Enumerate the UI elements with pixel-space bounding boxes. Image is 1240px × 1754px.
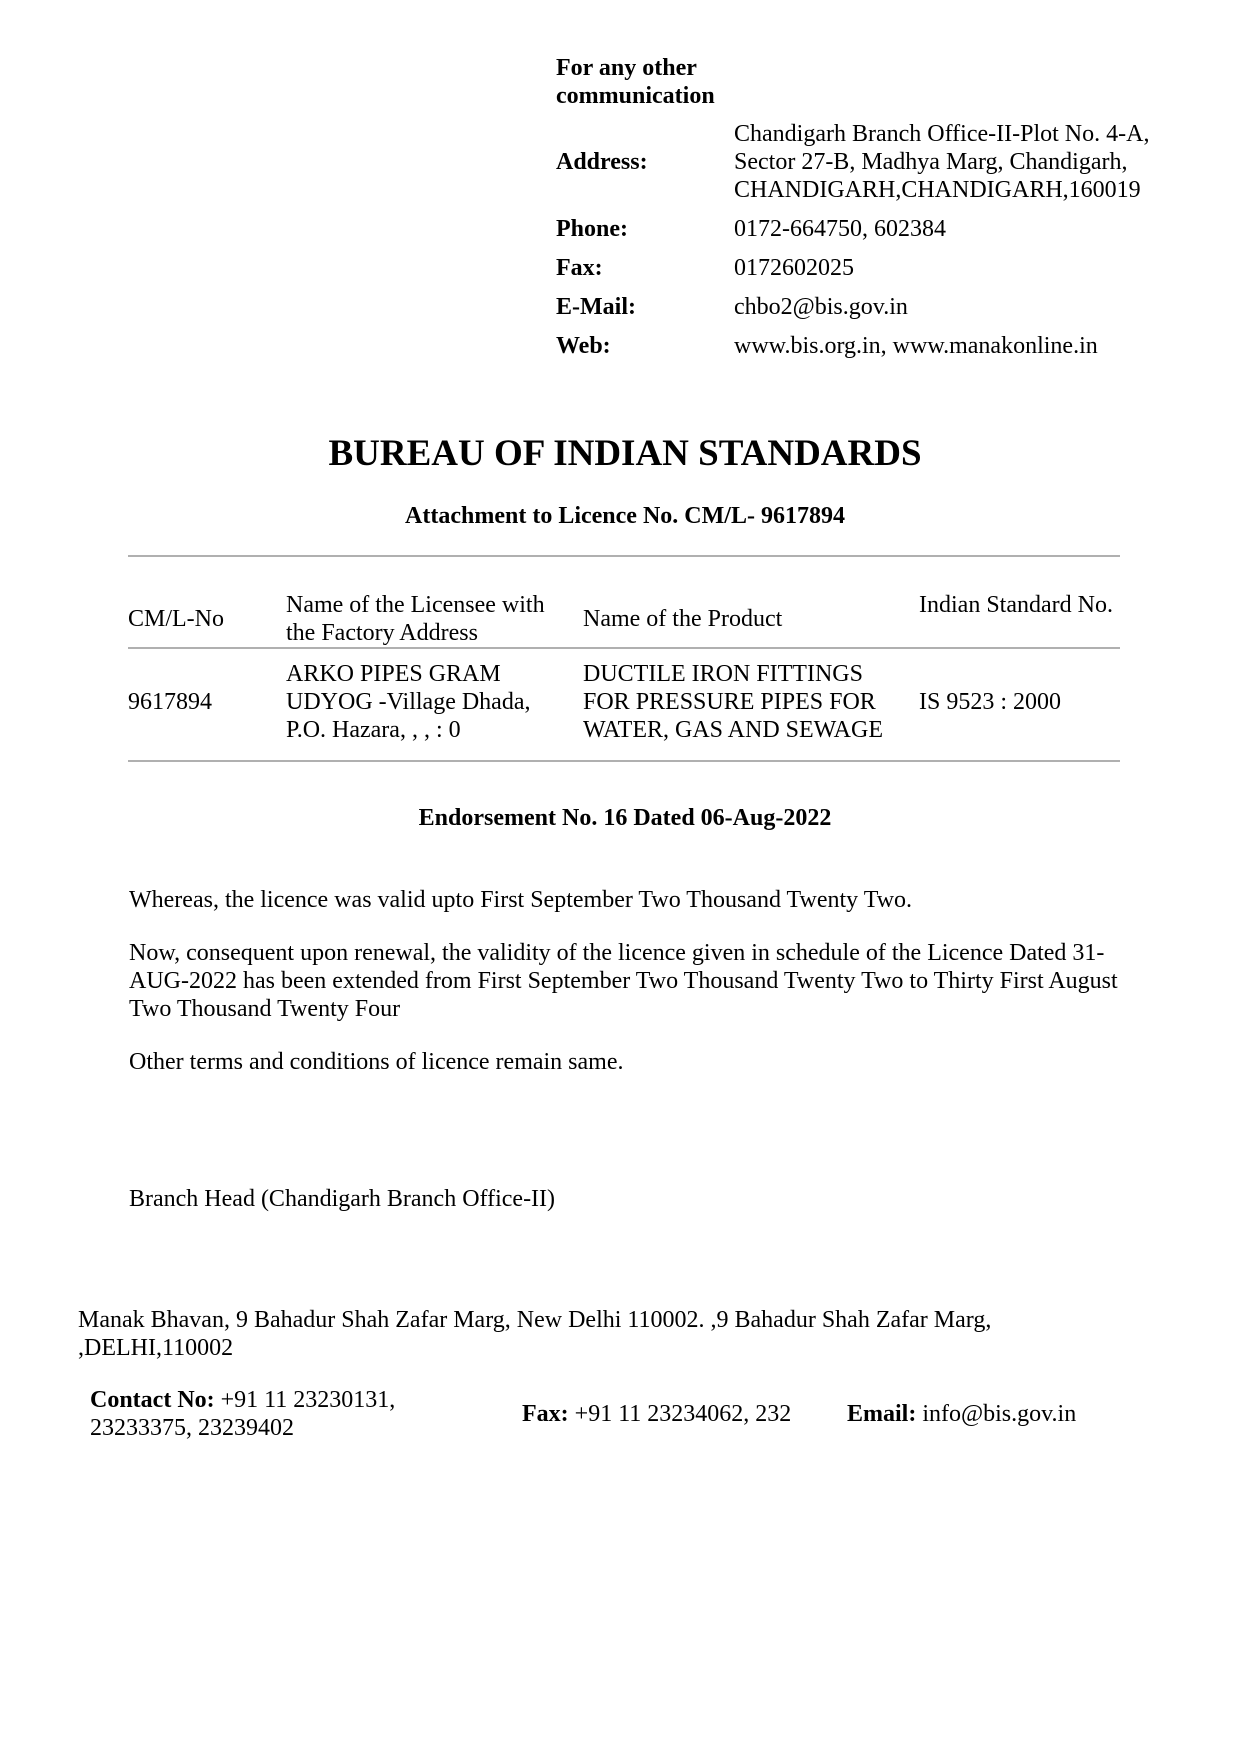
- web-label: Web:: [556, 333, 611, 359]
- paragraph-renewal: Now, consequent upon renewal, the validity of the licence given in schedule of the Licence Dated 31-AUG-2022 has been extended from First September Two Thousand Twenty Two to Thirty First August Two Thousand Twenty Four: [129, 940, 1118, 1022]
- fax-value: 0172602025: [734, 255, 854, 281]
- table-top-rule: [128, 555, 1120, 557]
- footer-contact: [90, 1386, 440, 1442]
- address-value: Chandigarh Branch Office-II-Plot No. 4-A, Sector 27-B, Madhya Marg, Chandigarh, CHANDIGARH,CHANDIGARH,160019: [734, 121, 1150, 203]
- page-title: BUREAU OF INDIAN STANDARDS: [328, 433, 922, 474]
- endorsement-heading: Endorsement No. 16 Dated 06-Aug-2022: [418, 805, 832, 831]
- contact-row-email: [556, 293, 1196, 321]
- contact-row-address: [556, 120, 1196, 204]
- row-licensee: ARKO PIPES GRAM UDYOG -Village Dhada, P.O. Hazara, , , : 0: [286, 661, 531, 743]
- header-licensee: Name of the Licensee with the Factory Address: [286, 592, 545, 646]
- row-standard: IS 9523 : 2000: [919, 689, 1062, 715]
- table-header-rule: [128, 647, 1120, 649]
- row-product: DUCTILE IRON FITTINGS FOR PRESSURE PIPES FOR WATER, GAS AND SEWAGE: [583, 661, 883, 743]
- footer-fax-label: Fax:: [522, 1401, 569, 1427]
- phone-value: 0172-664750, 602384: [734, 216, 946, 242]
- phone-label: Phone:: [556, 216, 628, 242]
- contact-no-value: +91 11 23230131, 23233375, 23239402: [90, 1387, 396, 1441]
- licence-subtitle: Attachment to Licence No. CM/L- 9617894: [405, 503, 845, 529]
- row-cml-no: 9617894: [128, 689, 212, 715]
- footer-email-value[interactable]: info@bis.gov.in: [922, 1401, 1077, 1427]
- contact-row-fax: [556, 254, 1196, 282]
- footer-email: [847, 1400, 1147, 1428]
- contact-no-label: Contact No:: [90, 1387, 215, 1413]
- footer-email-label: Email:: [847, 1401, 917, 1427]
- contact-row-web: [556, 332, 1196, 360]
- header-product: Name of the Product: [583, 606, 783, 632]
- signatory: Branch Head (Chandigarh Branch Office-II): [129, 1186, 556, 1212]
- footer-fax-value: +91 11 23234062, 232: [574, 1401, 792, 1427]
- contact-block: [556, 54, 1196, 360]
- header-cml-no: CM/L-No: [128, 606, 224, 632]
- address-label: Address:: [556, 149, 648, 175]
- table-bottom-rule: [128, 760, 1120, 762]
- footer-fax: [522, 1400, 822, 1428]
- fax-label: Fax:: [556, 255, 603, 281]
- header-standard: Indian Standard No.: [919, 592, 1113, 618]
- contact-heading: For any other communication: [556, 55, 715, 109]
- web-value[interactable]: www.bis.org.in, www.manakonline.in: [734, 333, 1098, 359]
- email-label: E-Mail:: [556, 294, 636, 320]
- paragraph-validity: Whereas, the licence was valid upto First September Two Thousand Twenty Two.: [129, 887, 913, 913]
- footer-address: Manak Bhavan, 9 Bahadur Shah Zafar Marg, New Delhi 110002. ,9 Bahadur Shah Zafar Marg, ,DELHI,110002: [78, 1307, 992, 1361]
- email-value[interactable]: chbo2@bis.gov.in: [734, 294, 908, 320]
- contact-row-phone: [556, 215, 1196, 243]
- paragraph-terms: Other terms and conditions of licence remain same.: [129, 1049, 624, 1075]
